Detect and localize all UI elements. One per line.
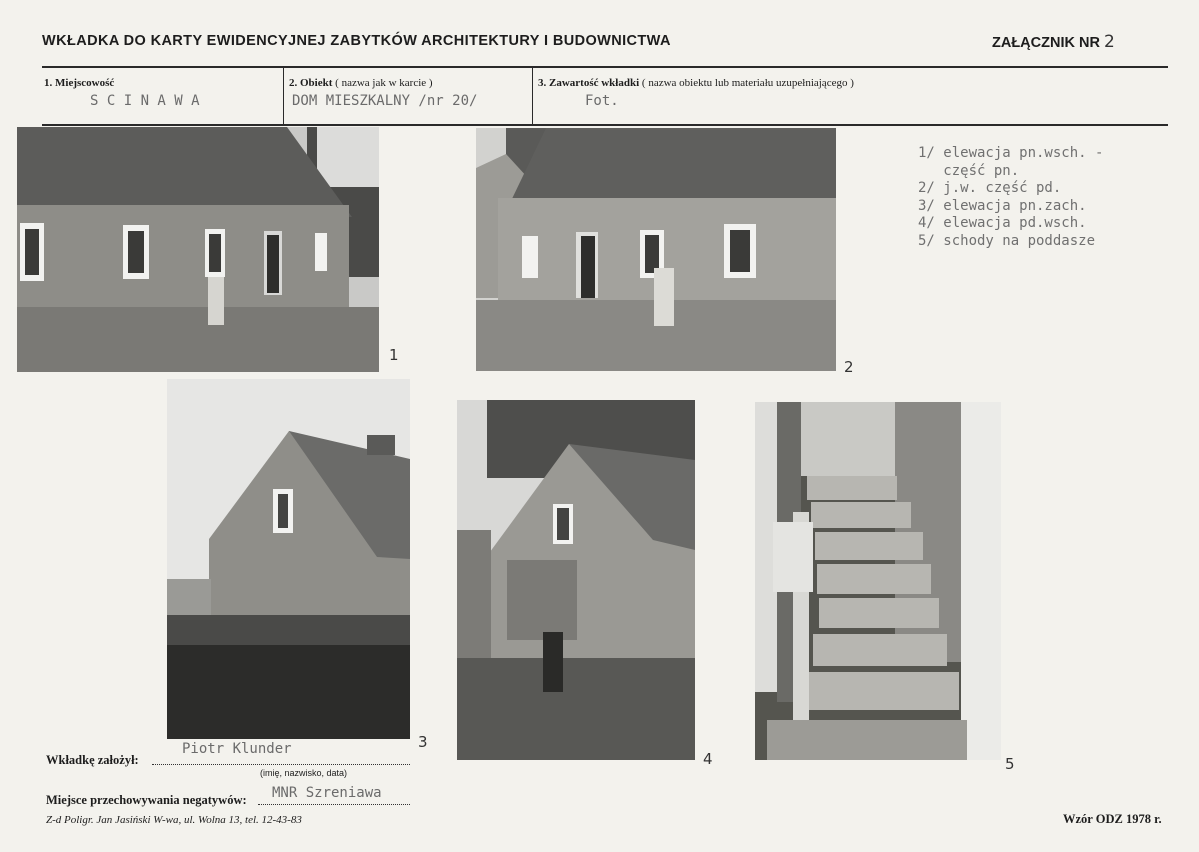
caption-item: 4/ elewacja pd.wsch.: [918, 215, 1087, 231]
locality-label: 1. Miejscowość: [44, 77, 115, 89]
locality-value: S C I N A W A: [90, 93, 200, 109]
document-title: WKŁADKA DO KARTY EWIDENCYJNEJ ZABYTKÓW ARCHITEKTURY I BUDOWNICTWA: [42, 33, 671, 49]
annex-label-text: ZAŁĄCZNIK NR: [992, 35, 1100, 51]
annex-number: 2: [1103, 32, 1115, 52]
photo-number-5: 5: [1005, 755, 1015, 773]
photo-1: [17, 127, 379, 372]
created-by-sub: (imię, nazwisko, data): [260, 768, 348, 778]
printer-imprint: Z-d Poligr. Jan Jasiński W-wa, ul. Wolna 13, tel. 12-43-83: [46, 814, 302, 826]
photo-3: [167, 379, 410, 739]
object-label-sub: ( nazwa jak w karcie ): [335, 77, 433, 89]
content-value: Fot.: [585, 93, 619, 109]
caption-item: 5/ schody na poddasze: [918, 232, 1096, 249]
caption-item: część pn.: [918, 162, 1020, 179]
photo-number-1: 1: [389, 346, 399, 364]
photo-number-2: 2: [844, 358, 854, 376]
form-version: Wzór ODZ 1978 r.: [1063, 812, 1162, 826]
negatives-label: Miejsce przechowywania negatywów:: [46, 793, 247, 807]
negatives-value: MNR Szreniawa: [272, 785, 382, 801]
caption-item: 2/ j.w. część pd.: [918, 180, 1062, 196]
annex-label: [992, 32, 1115, 52]
header-bottom-rule: [42, 124, 1168, 126]
header-top-rule: [42, 66, 1168, 68]
created-by-label: Wkładkę założył:: [46, 753, 139, 767]
caption-item: 3/ elewacja pn.zach.: [918, 197, 1087, 214]
content-label: [538, 77, 854, 89]
created-by-value: Piotr Klunder: [182, 741, 292, 757]
created-by-dotted-line: [152, 764, 410, 765]
photo-number-3: 3: [418, 733, 428, 751]
field-divider-1: [283, 68, 284, 124]
negatives-dotted-line: [258, 804, 410, 805]
object-label-text: 2. Obiekt: [289, 77, 333, 89]
object-label: [289, 77, 433, 89]
object-value: DOM MIESZKALNY /nr 20/: [292, 93, 478, 109]
caption-list: [918, 145, 1103, 250]
photo-2: [476, 128, 836, 371]
photo-number-4: 4: [703, 750, 713, 768]
field-divider-2: [532, 68, 533, 124]
content-label-sub: ( nazwa obiektu lub materiału uzupełniającego ): [641, 77, 854, 89]
caption-item: 1/ elewacja pn.wsch. -: [918, 145, 1104, 161]
photo-5: [755, 402, 1001, 760]
content-label-text: 3. Zawartość wkładki: [538, 77, 640, 89]
photo-4: [457, 400, 695, 760]
